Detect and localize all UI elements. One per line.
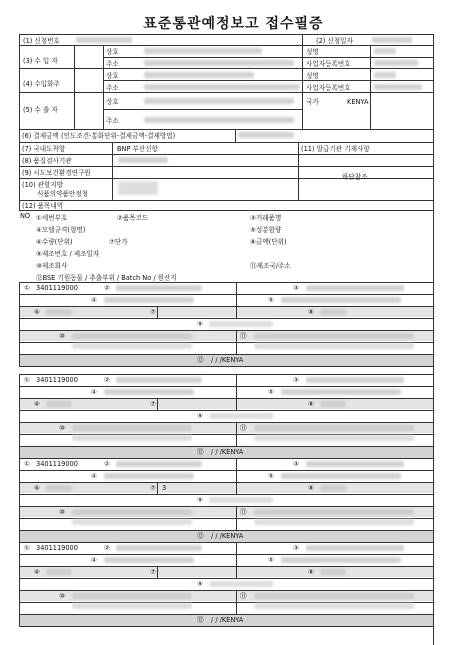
redacted-text [76,37,132,43]
item-row-line [19,530,433,531]
redacted-text [306,377,404,383]
redacted-text [281,389,401,395]
bse-marker: ⑫ [197,356,204,364]
unit-price-value: 3 [162,484,167,492]
field-issuer-notes: (11) 발급기관 기재사항 [301,145,370,153]
legend-model: ④모델규격(형명) [36,226,86,234]
item-row-line [19,398,433,399]
ingredient-marker: ⑤ [268,556,274,564]
item-col-line [236,282,237,306]
redacted-text [254,603,414,609]
qty-marker: ⑥ [34,308,40,316]
amount-marker: ⑧ [308,568,314,576]
country-addr-marker: ⑪ [240,592,247,600]
redacted-text [118,181,158,195]
unit-price-marker: ⑦ [150,568,156,576]
legend-trade-name: ③거래품명 [250,214,282,222]
shaded-cell [19,482,433,493]
item-row-line [19,386,433,387]
trade-name-marker: ③ [293,284,299,292]
item-row-line [19,494,433,495]
redacted-text [209,497,273,503]
field-importer: (3) 수 입 자 [23,57,58,65]
redacted-text [116,377,202,383]
redacted-text [320,569,346,575]
redacted-text [209,321,273,327]
redacted-text [72,425,192,431]
country-addr-marker: ⑪ [240,332,247,340]
item-col-line [157,482,158,494]
model-marker: ④ [91,296,97,304]
redacted-text [254,343,414,349]
redacted-text [281,297,401,303]
item-col-line [157,306,158,318]
redacted-text [144,117,294,123]
country-value: KENYA [347,98,369,106]
origin-value: / / /KENYA [211,616,244,624]
unit-price-marker: ⑦ [150,400,156,408]
redacted-text [46,309,72,315]
redacted-text [72,519,192,525]
exporter-name-label: 상호 [106,98,119,106]
redacted-text [144,72,254,78]
mid-col-line [302,34,303,129]
origin-value: / / /KENYA [211,448,244,456]
redacted-text [46,569,72,575]
arrival-port-value: BNP 부산신항 [117,145,159,153]
sub-row-line [302,57,433,58]
item-code-marker: ② [104,544,110,552]
hs-code: 3401119000 [36,376,78,384]
redacted-text [116,285,202,291]
issuer-notes-value: 하단참조 [342,173,368,181]
unit-price-marker: ⑦ [150,308,156,316]
legend-bse: ⑫BSE 기원동물 / 추출부위 / Batch No / 원산지 [36,274,177,282]
item-row-line [19,542,433,543]
legend-ingredient: ⑤성분함량 [250,226,282,234]
field-jurisdiction-2: 식품의약품안정청 [37,190,88,198]
importer-rep-label: 성명 [306,48,319,56]
legend-item-code: ②품목코드 [117,214,149,222]
left-border [19,34,20,211]
redacted-text [254,425,414,431]
legend-no: NO [20,212,31,220]
field-item-list: (12) 품목내역 [22,202,64,210]
trade-name-marker: ③ [293,544,299,552]
redacted-text [254,593,414,599]
field-exporter: (5) 수 출 자 [23,106,58,114]
field-request-date: (2) 신청일자 [316,37,353,45]
country-label: 국가 [306,98,319,106]
amount-marker: ⑧ [308,484,314,492]
redacted-text [72,435,192,441]
shaded-cell [19,306,433,317]
ingredient-marker: ⑤ [268,472,274,480]
item-row-line [19,354,433,355]
redacted-text [72,603,192,609]
item-row-line [19,458,433,459]
redacted-text [281,557,401,563]
field-jurisdiction: (10) 관할지방 [22,181,64,189]
hs-marker: ① [24,544,30,552]
item-row-line [19,578,433,579]
item-row-line [19,446,433,447]
redacted-text [104,297,194,303]
item-code-marker: ② [104,376,110,384]
qty-marker: ⑥ [34,484,40,492]
row-line [19,210,433,211]
redacted-text [116,461,202,467]
maker-marker: ⑩ [59,508,65,516]
redacted-text [46,485,72,491]
item-code-marker: ② [104,284,110,292]
right-border [433,34,434,645]
maker-marker: ⑩ [59,424,65,432]
redacted-text [72,333,192,339]
sub-row-line [302,80,433,81]
owner-name-label: 상호 [106,72,119,80]
importer-biz-label: 사업자등록번호 [306,60,351,68]
redacted-text [254,519,414,525]
row-line [19,34,433,35]
field-institute: (9) 시도보건환경연구원 [22,169,91,177]
owner-addr-label: 주소 [106,84,119,92]
maker-marker: ⑩ [59,332,65,340]
hs-code: 3401119000 [36,460,78,468]
hs-marker: ① [24,284,30,292]
item-left-border [19,282,20,366]
redacted-text [374,84,422,90]
item-col-line [236,330,237,354]
exporter-addr-label: 주소 [106,117,119,125]
row-line [19,142,433,143]
country-addr-marker: ⑪ [240,508,247,516]
amount-marker: ⑧ [308,400,314,408]
lot-marker: ⑨ [197,496,203,504]
redacted-text [306,285,404,291]
field-payment: (6) 결제금액 (인도조건-통화단위-결제금액-결제방법) [22,132,176,140]
shaded-cell [19,398,433,409]
redacted-text [372,37,412,43]
shaded-cell [19,566,433,577]
item-col-line [236,458,237,482]
importer-name-label: 상호 [106,48,119,56]
origin-value: / / /KENYA [211,532,244,540]
ingredient-marker: ⑤ [268,296,274,304]
bse-marker: ⑫ [197,532,204,540]
item-col-line [236,482,237,494]
row-line [19,129,433,130]
item-row-line [19,614,433,615]
redacted-text [254,509,414,515]
item-row-line [19,374,433,375]
redacted-text [254,435,414,441]
hs-code: 3401119000 [36,544,78,552]
item-left-border [19,374,20,458]
ingredient-marker: ⑤ [268,388,274,396]
lot-marker: ⑨ [197,580,203,588]
redacted-text [144,98,294,104]
model-marker: ④ [91,556,97,564]
redacted-text [144,48,262,54]
item-row-line [19,294,433,295]
redacted-text [306,545,404,551]
item-code-marker: ② [104,460,110,468]
redacted-text [374,72,396,78]
legend-qty: ⑥수량(단위) [36,238,73,246]
pay-col-line [235,129,236,142]
legend-amount: ⑧금액(단위) [250,238,287,246]
redacted-text [116,545,202,551]
field-request-no: (1) 신청번호 [23,37,60,45]
redacted-text [306,461,404,467]
item-row-line [19,306,433,307]
item-col-line [236,506,237,530]
unit-price-marker: ⑦ [150,484,156,492]
redacted-text [320,401,346,407]
legend-country-addr: ⑪제조국/주소 [250,262,291,270]
trade-name-marker: ③ [293,460,299,468]
legend-unit-price: ⑦단가 [109,238,128,246]
country-addr-marker: ⑪ [240,424,247,432]
item-left-border [19,458,20,542]
row-line [19,166,433,167]
redacted-text [320,485,346,491]
item-col-line [236,306,237,318]
field-owner: (4) 수입화주 [23,80,60,88]
item-col-line [236,422,237,446]
row-line [19,200,433,201]
item-col-line [236,590,237,614]
redacted-text [238,132,294,138]
redacted-text [374,48,396,54]
row-line [19,178,433,179]
redacted-text [281,473,401,479]
hs-code: 3401119000 [36,284,78,292]
item-row-line [19,626,433,627]
item-left-border [19,542,20,626]
redacted-text [104,557,194,563]
redacted-text [46,401,72,407]
redacted-text [72,343,192,349]
item-row-line [19,482,433,483]
amount-marker: ⑧ [308,308,314,316]
item-row-line [19,506,433,507]
trade-name-marker: ③ [293,376,299,384]
right-label-line [370,45,371,129]
field-inspection: (8) 품질검사기관 [22,157,72,165]
redacted-text [104,389,194,395]
legend-hs: ①세번부호 [36,214,68,222]
field-col-line [112,142,113,200]
item-row-line [19,366,433,367]
importer-addr-label: 주소 [106,60,119,68]
bse-marker: ⑫ [197,448,204,456]
item-row-line [19,282,433,283]
item-row-line [19,470,433,471]
item-row-line [19,590,433,591]
redacted-text [209,413,273,419]
sub-row-line [103,57,303,58]
label-col-line [74,45,75,129]
origin-value: / / /KENYA [211,356,244,364]
item-col-line [236,566,237,578]
item-row-line [19,566,433,567]
sub-row-line [103,80,303,81]
model-marker: ④ [91,388,97,396]
legend-lot: ⑨제조번호 / 제조일자 [36,250,100,258]
owner-biz-label: 사업자등록번호 [306,84,351,92]
item-col-line [157,566,158,578]
redacted-text [144,60,294,66]
item-row-line [19,410,433,411]
issuer-col-line [298,142,299,200]
redacted-text [374,60,418,66]
item-row-line [19,422,433,423]
redacted-text [209,581,273,587]
item-row-line [19,318,433,319]
document-title: 표준통관예정보고 접수필증 [143,16,324,32]
lot-marker: ⑨ [197,412,203,420]
owner-rep-label: 성명 [306,72,319,80]
redacted-text [118,157,168,163]
item-col-line [236,398,237,410]
redacted-text [104,473,194,479]
qty-marker: ⑥ [34,400,40,408]
bse-marker: ⑫ [197,616,204,624]
sub-row-line [103,109,303,110]
redacted-text [254,333,414,339]
model-marker: ④ [91,472,97,480]
field-arrival-port: (7) 국내도착항 [22,145,66,153]
hs-marker: ① [24,460,30,468]
redacted-text [72,509,192,515]
qty-marker: ⑥ [34,568,40,576]
hs-marker: ① [24,376,30,384]
maker-marker: ⑩ [59,592,65,600]
lot-marker: ⑨ [197,320,203,328]
item-col-line [236,374,237,398]
item-col-line [157,398,158,410]
item-row-line [19,330,433,331]
redacted-text [320,309,346,315]
redacted-text [144,84,300,90]
legend-maker: ⑩제조회사 [36,262,68,270]
redacted-text [72,593,192,599]
item-col-line [236,542,237,566]
item-row-line [19,554,433,555]
row-line [19,154,433,155]
